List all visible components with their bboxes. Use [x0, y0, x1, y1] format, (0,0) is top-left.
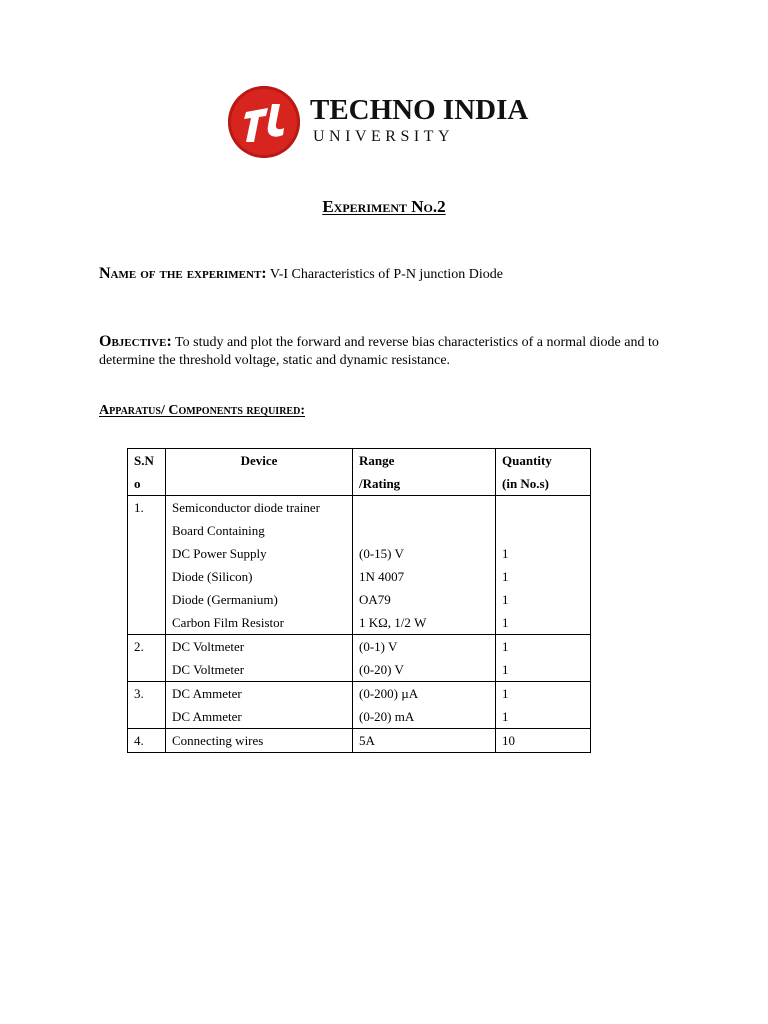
sno-cell: 1.: [128, 496, 166, 635]
objective-text: To study and plot the forward and reverse bias characteristics of a normal diode and to determine the threshold voltage, static and dynamic resistance.: [99, 335, 659, 368]
device-cell: Connecting wires: [166, 729, 353, 753]
apparatus-heading: [99, 402, 305, 420]
apparatus-heading-text: Apparatus/ Components required: [99, 403, 301, 418]
techno-india-logo-icon: [228, 86, 300, 158]
table-row: [128, 635, 591, 682]
range-cell: (0-15) V 1N 4007 OA79 1 KΩ, 1/2 W: [353, 496, 496, 635]
table-row: [128, 729, 591, 753]
quantity-cell: 1 1: [496, 635, 591, 682]
experiment-name-value: V-I Characteristics of P-N junction Diode: [266, 267, 504, 282]
experiment-title: Experiment No.2: [322, 197, 446, 216]
range-cell: (0-200) µA (0-20) mA: [353, 682, 496, 729]
header-range: Range /Rating: [353, 449, 496, 496]
table-row: [128, 682, 591, 729]
quantity-cell: 1 1 1 1: [496, 496, 591, 635]
device-cell: Semiconductor diode trainer Board Containing DC Power Supply Diode (Silicon) Diode (Germanium) Carbon Film Resistor: [166, 496, 353, 635]
header-quantity: Quantity (in No.s): [496, 449, 591, 496]
range-cell: 5A: [353, 729, 496, 753]
device-cell: DC Ammeter DC Ammeter: [166, 682, 353, 729]
sno-cell: 4.: [128, 729, 166, 753]
quantity-cell: 1 1: [496, 682, 591, 729]
experiment-name-line: [99, 265, 503, 284]
apparatus-heading-colon: :: [300, 403, 305, 418]
sno-cell: 2.: [128, 635, 166, 682]
logo-subtitle: UNIVERSITY: [313, 128, 454, 145]
objective-label: Objective:: [99, 333, 172, 350]
experiment-name-label: Name of the experiment:: [99, 265, 267, 282]
apparatus-table: [127, 448, 591, 753]
sno-cell: 3.: [128, 682, 166, 729]
objective-paragraph: [99, 333, 689, 370]
university-logo: [228, 86, 528, 162]
range-cell: (0-1) V (0-20) V: [353, 635, 496, 682]
quantity-cell: 10: [496, 729, 591, 753]
header-sno: S.N o: [128, 449, 166, 496]
device-cell: DC Voltmeter DC Voltmeter: [166, 635, 353, 682]
header-device: Device: [166, 449, 353, 496]
logo-name: TECHNO INDIA: [310, 94, 529, 126]
table-row: [128, 496, 591, 635]
table-header-row: [128, 449, 591, 496]
